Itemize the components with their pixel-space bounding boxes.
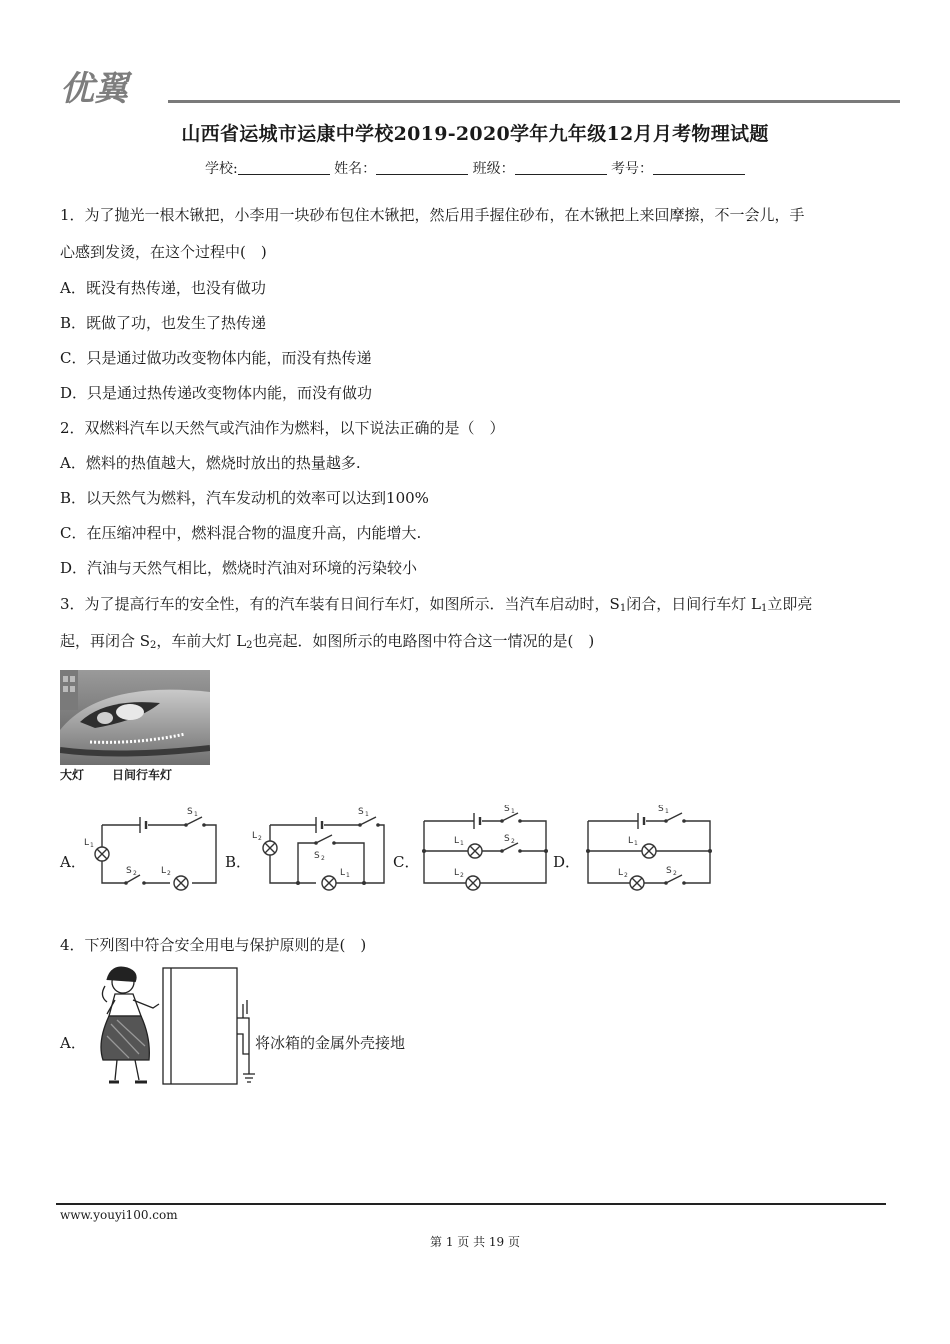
circuit-b: [252, 805, 392, 899]
student-info-line: [0, 158, 950, 178]
q2-option-d: D．汽油与天然气相比，燃烧时汽油对环境的污染较小: [60, 559, 418, 577]
svg-text:2: 2: [624, 872, 628, 879]
svg-text:1: 1: [665, 808, 669, 815]
circuit-c: [416, 805, 556, 899]
circuit-b-s1: S: [358, 807, 364, 817]
footer-url[interactable]: www.youyi100.com: [60, 1208, 178, 1222]
name-field[interactable]: [376, 160, 468, 175]
circuit-c-l2: L: [454, 868, 460, 878]
q3-option-d-label: D．: [553, 853, 581, 871]
circuit-d-l2: L: [618, 868, 624, 878]
circuit-a-l1: L: [84, 838, 90, 848]
class-label: 班级：: [472, 161, 515, 177]
q1-option-a: A．既没有热传递，也没有做功: [60, 279, 266, 297]
logo-text: 优翼: [60, 69, 128, 106]
header-rule: [168, 100, 900, 103]
svg-text:2: 2: [133, 870, 137, 877]
circuit-d-s2: S: [666, 866, 672, 876]
circuit-b-l2: L: [252, 831, 258, 841]
school-label: 学校:: [204, 161, 238, 177]
q2-option-a: A．燃料的热值越大，燃烧时放出的热量越多.: [60, 454, 361, 472]
q1-option-d: D．只是通过热传递改变物体内能，而没有做功: [60, 384, 373, 402]
class-field[interactable]: [515, 160, 607, 175]
car-headlight-photo: [60, 670, 210, 765]
svg-text:1: 1: [511, 808, 515, 815]
q1-stem-line2: 心感到发烫，在这个过程中( ): [60, 243, 267, 261]
q3-stem-line1: 3．为了提高行车的安全性，有的汽车装有日间行车灯，如图所示．当汽车启动时，$S_1$闭合，日间行车灯 $L_1$立即亮: [60, 595, 813, 614]
circuit-d: [580, 805, 720, 899]
svg-text:1: 1: [194, 811, 198, 818]
page-title: 山西省运城市运康中学校2019-2020学年九年级12月月考物理试题: [181, 123, 769, 145]
svg-text:1: 1: [365, 811, 369, 818]
circuit-c-l1: L: [454, 836, 460, 846]
q2-stem: 2．双燃料汽车以天然气或汽油作为燃料，以下说法正确的是（ ）: [60, 419, 505, 437]
circuit-a: [84, 805, 224, 899]
caption-headlight: 大灯: [60, 768, 85, 782]
circuit-c-s2: S: [504, 834, 510, 844]
q3-option-b-label: B．: [225, 853, 252, 871]
circuit-b-l1: L: [340, 868, 346, 878]
svg-text:1: 1: [346, 872, 350, 879]
q3-option-c-label: C．: [393, 853, 420, 871]
svg-text:2: 2: [460, 872, 464, 879]
circuit-d-l1: L: [628, 836, 634, 846]
circuit-a-s2: S: [126, 866, 132, 876]
q1-stem-line1: 1．为了抛光一根木锹把，小李用一块砂布包住木锹把，然后用手握住砂布，在木锹把上来回摩擦，不一会儿，手: [60, 206, 805, 224]
q2-option-b: B．以天然气为燃料，汽车发动机的效率可以达到100%: [60, 489, 429, 507]
svg-text:2: 2: [511, 838, 515, 845]
circuit-b-s2: S: [314, 851, 320, 861]
q2-option-c: C．在压缩冲程中，燃料混合物的温度升高，内能增大.: [60, 524, 422, 542]
caption-daytime-light: 日间行车灯: [112, 768, 173, 782]
circuit-c-s1: S: [504, 805, 510, 814]
exam-number-field[interactable]: [653, 160, 745, 175]
fridge-grounding-illustration: [93, 964, 261, 1088]
exam-number-label: 考号：: [611, 161, 654, 177]
circuit-a-s1: S: [187, 807, 193, 817]
q4-option-a-text: 将冰箱的金属外壳接地: [255, 1034, 406, 1052]
svg-text:1: 1: [90, 842, 94, 849]
footer-rule: [56, 1203, 886, 1205]
svg-text:2: 2: [167, 870, 171, 877]
q4-stem: 4．下列图中符合安全用电与保护原则的是( ): [60, 936, 367, 954]
svg-text:1: 1: [460, 840, 464, 847]
q4-option-a-label: A．: [60, 1034, 86, 1052]
svg-text:1: 1: [634, 840, 638, 847]
q3-option-a-label: A．: [60, 853, 86, 871]
page-number: 第 1 页 共 19 页: [430, 1235, 520, 1249]
svg-text:2: 2: [258, 835, 262, 842]
name-label: 姓名：: [334, 161, 377, 177]
svg-text:2: 2: [321, 855, 325, 862]
circuit-d-s1: S: [658, 805, 664, 814]
q1-option-c: C．只是通过做功改变物体内能，而没有热传递: [60, 349, 372, 367]
svg-text:2: 2: [673, 870, 677, 877]
circuit-a-l2: L: [161, 866, 167, 876]
school-field[interactable]: [238, 160, 330, 175]
q1-option-b: B．既做了功，也发生了热传递: [60, 314, 267, 332]
q3-stem-line2: 起，再闭合 $S_2$，车前大灯 $L_2$也亮起．如图所示的电路图中符合这一情况的是( ): [60, 632, 595, 651]
